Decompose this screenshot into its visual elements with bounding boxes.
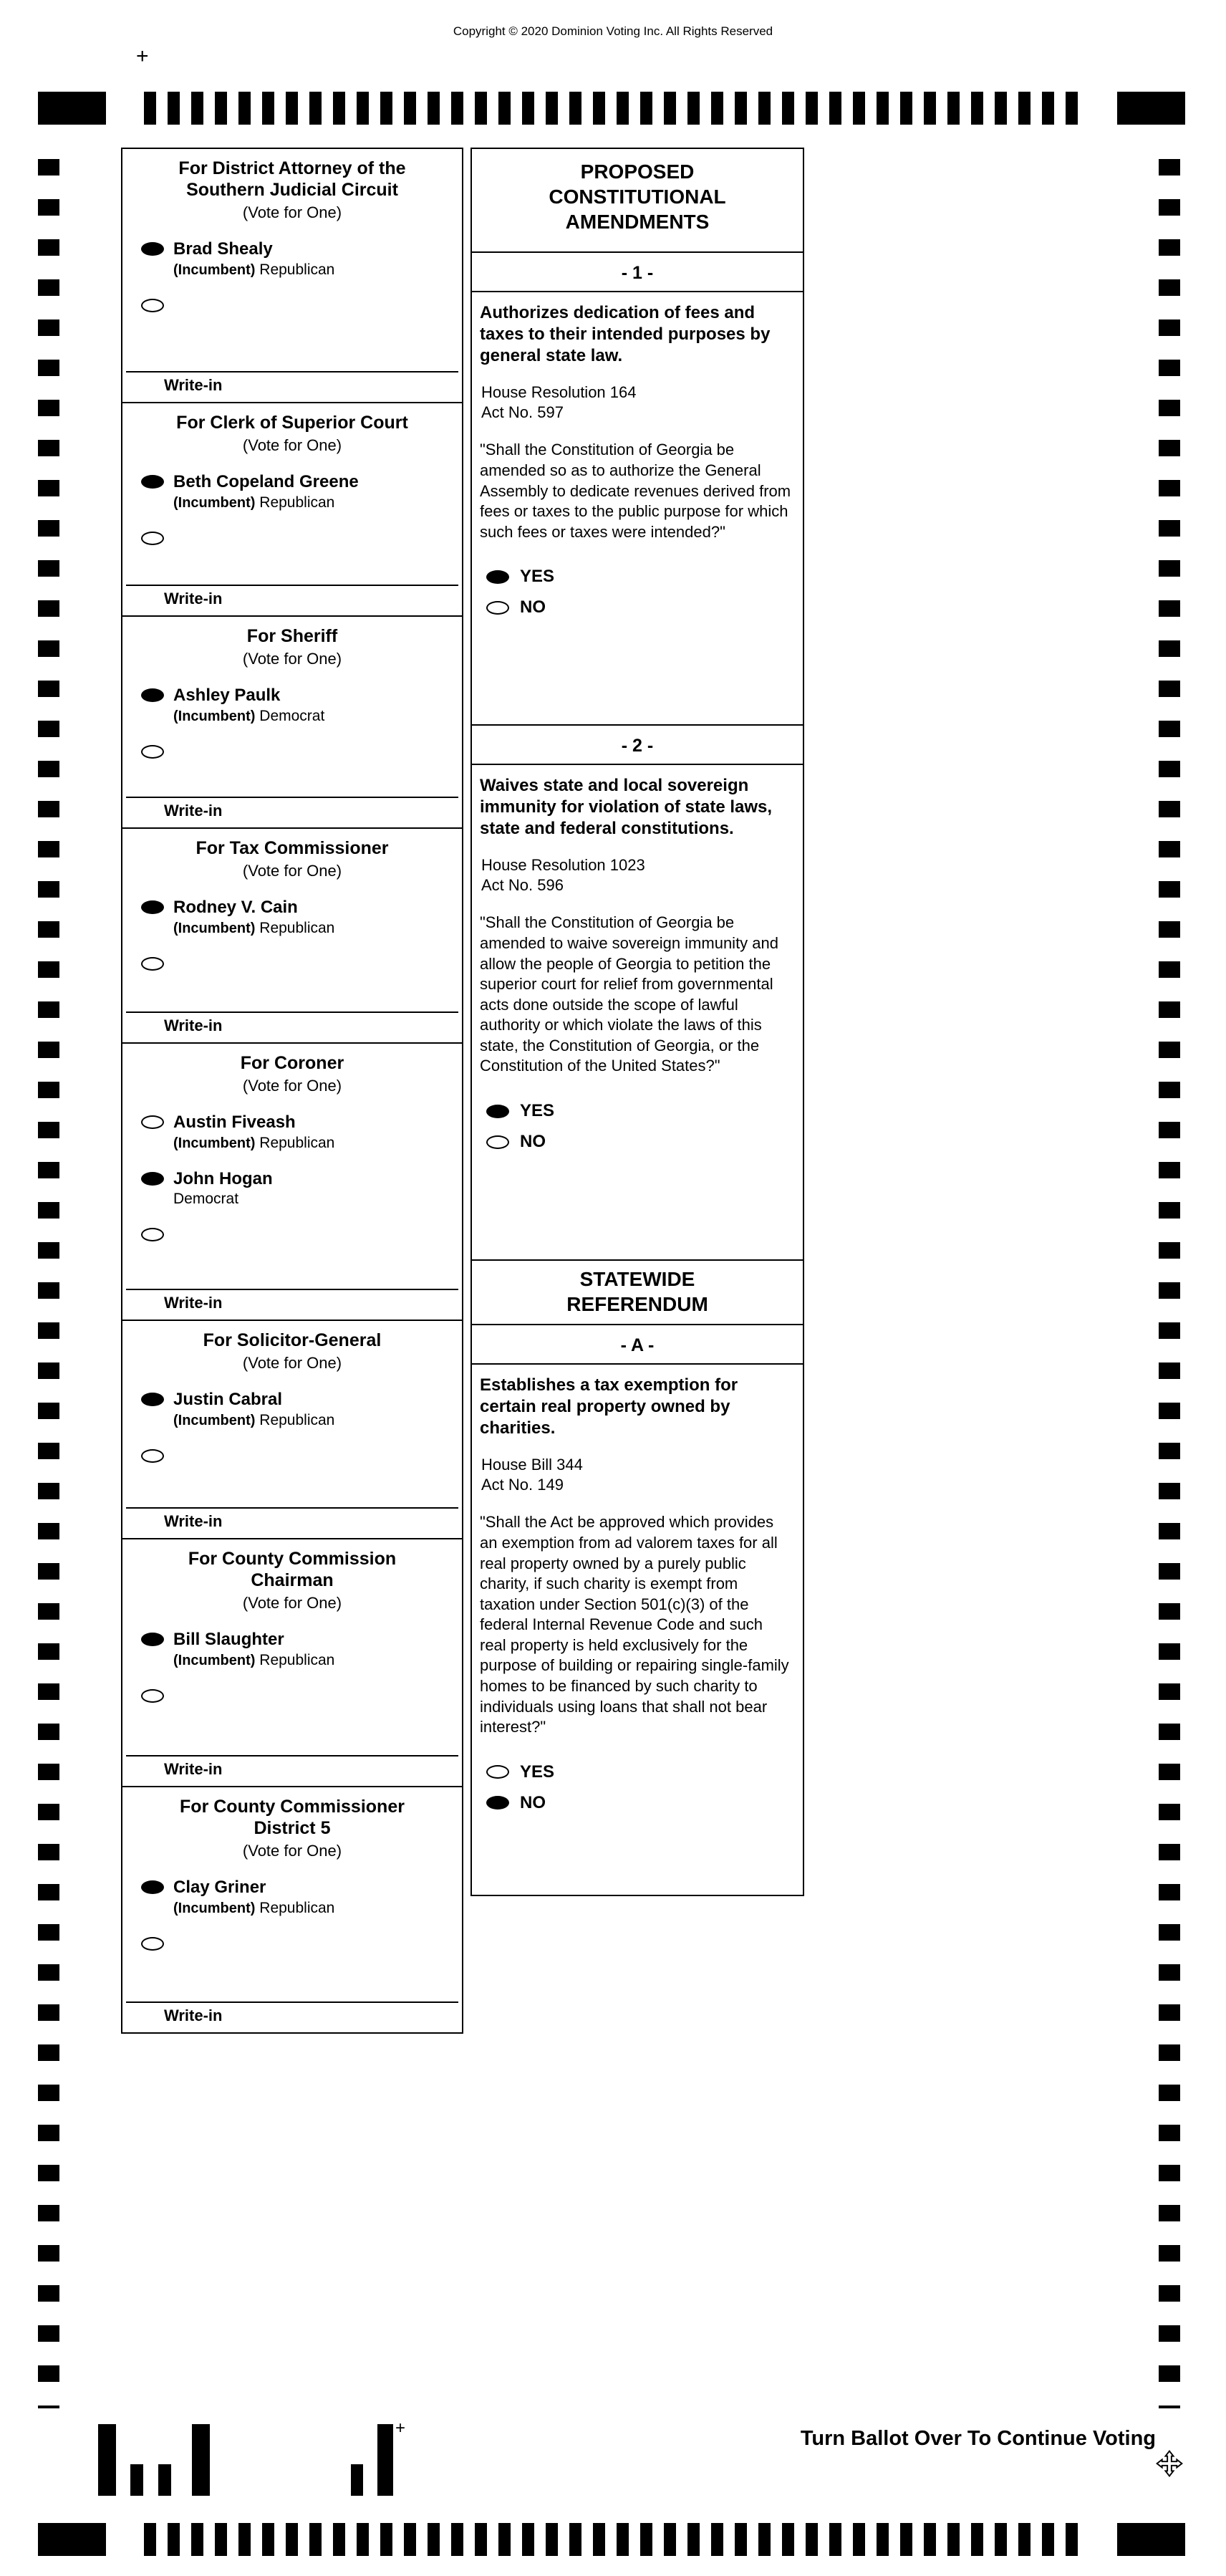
measure-source-line1: House Resolution 164 (481, 383, 637, 401)
referendum-a (470, 1324, 804, 1896)
turn-ballot-instruction: Turn Ballot Over To Continue Voting (800, 2427, 1156, 2450)
timing-marks-left (38, 159, 59, 2408)
contest-instruction: (Vote for One) (242, 436, 342, 454)
registration-plus-icon: + (395, 2418, 406, 2438)
candidate-row (122, 1390, 462, 1429)
no-label: NO (520, 1792, 546, 1812)
no-oval[interactable] (486, 1135, 509, 1149)
candidate-row (122, 1169, 462, 1208)
measure-source-line2: Act No. 597 (481, 403, 564, 422)
candidate-party: (Incumbent) Republican (173, 1899, 335, 1916)
write-in-area (122, 1994, 462, 2032)
ballot-code-mark (377, 2424, 393, 2496)
write-in-oval[interactable] (141, 1449, 164, 1463)
measure-choices (472, 567, 803, 617)
timing-marks-top (144, 92, 1083, 125)
write-in-oval-row (122, 529, 462, 545)
timing-marks-right (1159, 159, 1180, 2408)
measure-source-line1: House Bill 344 (481, 1456, 583, 1474)
timing-block-top-left (38, 92, 106, 125)
no-choice-row (472, 1793, 803, 1813)
candidate-name: Beth Copeland Greene (173, 472, 359, 491)
candidate-name: John Hogan (173, 1168, 273, 1188)
vote-oval[interactable] (141, 1172, 164, 1186)
no-oval[interactable] (486, 601, 509, 615)
contest-instruction: (Vote for One) (242, 203, 342, 221)
write-in-label: Write-in (164, 376, 223, 394)
no-oval[interactable] (486, 1796, 509, 1810)
no-choice-row (472, 1132, 803, 1152)
write-in-label: Write-in (164, 1512, 223, 1530)
candidate-row (122, 472, 462, 511)
write-in-oval-row (122, 742, 462, 759)
contest-county-commission-chairman (121, 1538, 463, 1787)
write-in-area (122, 1282, 462, 1320)
write-in-oval-row (122, 1934, 462, 1951)
write-in-oval-row (122, 296, 462, 312)
timing-marks-bottom (144, 2523, 1083, 2556)
yes-label: YES (520, 567, 555, 587)
ballot-code-mark (98, 2424, 116, 2496)
no-label: NO (520, 1132, 546, 1152)
write-in-area (122, 1748, 462, 1786)
measure-summary: Waives state and local sovereign immunity for violation of state laws, state and federal constitutions. (480, 776, 773, 838)
write-in-area (122, 1004, 462, 1042)
candidate-row (122, 239, 462, 279)
timing-block-bottom-left (38, 2523, 106, 2556)
measure-question: "Shall the Constitution of Georgia be amended to waive sovereign immunity and allow the people of Georgia to petition the superior court for relief from governmental acts done outside the scope of lawful authority or which violate the laws of this state, the Constitution of Georgia, or the Constitution of the United States?" (480, 913, 779, 1075)
measure-question: "Shall the Act be approved which provides an exemption from ad valorem taxes for all real property owned by a purely public charity, if such charity is exempt from taxation under Section 501(c)(3) of the federal Internal Revenue Code and such real property is held exclusively for the purpose of building or repairing single-family homes to be financed by such charity to individuals using loans that shall not bear interest?" (480, 1513, 789, 1736)
yes-choice-row (472, 567, 803, 587)
move-icon (1156, 2450, 1183, 2481)
yes-label: YES (520, 1101, 555, 1121)
contest-title: For County Commission Chairman (188, 1549, 397, 1590)
vote-oval[interactable] (141, 1633, 164, 1646)
write-in-oval[interactable] (141, 1689, 164, 1703)
ballot-code-mark (130, 2464, 143, 2496)
write-in-oval-row (122, 1686, 462, 1703)
yes-choice-row (472, 1762, 803, 1782)
measure-choices (472, 1101, 803, 1152)
candidate-name: Ashley Paulk (173, 686, 281, 705)
write-in-area (122, 789, 462, 827)
vote-oval[interactable] (141, 900, 164, 914)
write-in-oval[interactable] (141, 532, 164, 545)
ballot-code-mark (351, 2464, 363, 2496)
contest-title: For Tax Commissioner (196, 838, 389, 858)
write-in-label: Write-in (164, 590, 223, 607)
candidate-name: Austin Fiveash (173, 1112, 296, 1132)
vote-oval[interactable] (141, 1880, 164, 1894)
candidate-row (122, 686, 462, 725)
timing-block-top-right (1117, 92, 1185, 125)
write-in-oval[interactable] (141, 957, 164, 971)
measure-source-line1: House Resolution 1023 (481, 856, 645, 874)
contest-clerk-superior-court (121, 402, 463, 617)
yes-oval[interactable] (486, 1765, 509, 1779)
candidate-party: (Incumbent) Republican (173, 494, 335, 511)
candidate-party: (Incumbent) Republican (173, 919, 335, 936)
candidate-name: Bill Slaughter (173, 1630, 284, 1649)
candidate-name: Justin Cabral (173, 1390, 283, 1409)
timing-block-bottom-right (1117, 2523, 1185, 2556)
measure-summary: Authorizes dedication of fees and taxes to their intended purposes by general state law. (480, 303, 771, 365)
contest-title: For Clerk of Superior Court (176, 413, 408, 433)
copyright-notice: Copyright © 2020 Dominion Voting Inc. All Rights Reserved (453, 24, 773, 38)
yes-choice-row (472, 1101, 803, 1121)
amendments-header: PROPOSED CONSTITUTIONAL AMENDMENTS (470, 148, 804, 253)
write-in-oval-row (122, 1446, 462, 1463)
write-in-label: Write-in (164, 802, 223, 820)
write-in-oval[interactable] (141, 1937, 164, 1951)
amendment-1 (470, 251, 804, 726)
amendment-2 (470, 724, 804, 1261)
vote-oval[interactable] (141, 242, 164, 256)
candidate-party: (Incumbent) Republican (173, 1411, 335, 1428)
no-choice-row (472, 597, 803, 617)
write-in-oval-row (122, 1225, 462, 1241)
contest-tax-commissioner (121, 827, 463, 1044)
contest-instruction: (Vote for One) (242, 1842, 342, 1860)
write-in-label: Write-in (164, 1017, 223, 1034)
contest-instruction: (Vote for One) (242, 862, 342, 880)
contest-instruction: (Vote for One) (242, 650, 342, 668)
contest-sheriff (121, 615, 463, 829)
measure-source (472, 855, 803, 895)
contest-title: For County Commissioner District 5 (180, 1797, 405, 1838)
yes-label: YES (520, 1762, 555, 1782)
write-in-area (122, 364, 462, 402)
contest-district-attorney (121, 148, 463, 403)
contest-title: For Sheriff (246, 626, 338, 646)
contest-solicitor-general (121, 1320, 463, 1539)
vote-oval[interactable] (141, 1115, 164, 1129)
contest-instruction: (Vote for One) (242, 1594, 342, 1612)
vote-oval[interactable] (141, 1393, 164, 1406)
no-label: NO (520, 597, 546, 617)
measure-choices (472, 1762, 803, 1813)
contest-title: For District Attorney of the Southern Judicial Circuit (178, 158, 406, 200)
ballot-code-mark (158, 2464, 171, 2496)
candidate-party: (Incumbent) Democrat (173, 707, 325, 724)
candidate-name: Rodney V. Cain (173, 898, 298, 917)
candidate-party: (Incumbent) Republican (173, 1651, 335, 1668)
yes-oval[interactable] (486, 570, 509, 584)
referendum-header: STATEWIDE REFERENDUM (470, 1259, 804, 1325)
registration-plus-icon: + (136, 44, 149, 68)
measure-number: - A - (472, 1325, 803, 1365)
ballot-code-mark (192, 2424, 210, 2496)
measure-number: - 2 - (472, 726, 803, 765)
candidate-row (122, 1112, 462, 1152)
candidate-row (122, 1878, 462, 1917)
measure-source (472, 1455, 803, 1495)
candidate-name: Clay Griner (173, 1878, 266, 1897)
write-in-label: Write-in (164, 1294, 223, 1312)
contest-instruction: (Vote for One) (242, 1077, 342, 1095)
measures-column (470, 149, 804, 1896)
write-in-label: Write-in (164, 2007, 223, 2024)
contest-coroner (121, 1042, 463, 1321)
candidate-row (122, 1630, 462, 1669)
write-in-label: Write-in (164, 1760, 223, 1778)
write-in-oval[interactable] (141, 1228, 164, 1241)
candidate-name: Brad Shealy (173, 239, 273, 259)
contest-column (121, 149, 463, 2034)
candidate-party: Democrat (173, 1191, 239, 1208)
measure-question: "Shall the Constitution of Georgia be amended so as to authorize the General Assembly to dedicate revenues derived from fees or taxes to the public purpose for which such fees or taxes were intended?" (480, 441, 791, 541)
measure-source-line2: Act No. 596 (481, 876, 564, 895)
contest-instruction: (Vote for One) (242, 1354, 342, 1372)
write-in-oval-row (122, 954, 462, 971)
measure-summary: Establishes a tax exemption for certain real property owned by charities. (480, 1375, 738, 1438)
contest-title: For Coroner (240, 1053, 344, 1073)
vote-oval[interactable] (141, 475, 164, 489)
write-in-area (122, 577, 462, 615)
write-in-oval[interactable] (141, 299, 164, 312)
yes-oval[interactable] (486, 1105, 509, 1118)
candidate-party: (Incumbent) Republican (173, 1134, 335, 1151)
write-in-oval[interactable] (141, 745, 164, 759)
measure-source-line2: Act No. 149 (481, 1476, 564, 1494)
write-in-area (122, 1500, 462, 1538)
candidate-row (122, 898, 462, 937)
contest-title: For Solicitor-General (203, 1330, 382, 1350)
contest-county-commissioner-district-5 (121, 1786, 463, 2034)
measure-source (472, 383, 803, 423)
vote-oval[interactable] (141, 688, 164, 702)
candidate-party: (Incumbent) Republican (173, 261, 335, 278)
measure-number: - 1 - (472, 253, 803, 292)
